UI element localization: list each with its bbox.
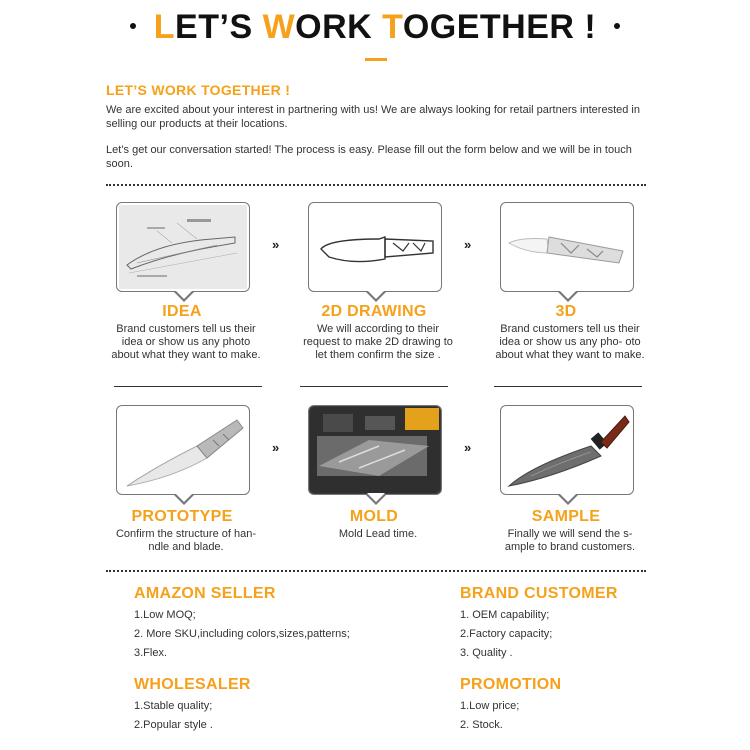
step-description: Finally we will send the s- ample to brand customers. (504, 528, 636, 553)
step-arrow-icon: » (464, 237, 472, 252)
title-underline (365, 58, 387, 61)
drawing-2d-image (308, 202, 442, 292)
intro-heading: LET’S WORK TOGETHER ! (106, 82, 291, 98)
idea-sketch-image (116, 202, 250, 292)
category-item: 1. OEM capability; (460, 609, 550, 621)
category-item: 2.Factory capacity; (460, 628, 553, 640)
title-rest: ET’S (175, 8, 263, 46)
step-description: Confirm the structure of han- ndle and blade. (115, 528, 256, 553)
step-title: PROTOTYPE (131, 508, 233, 525)
category-item: 2.Popular style . (134, 719, 213, 731)
step-description: We will according to their request to make 2D drawing to let them confirm the size . (303, 323, 453, 361)
category-title: PROMOTION (460, 676, 562, 693)
category-item: 3. Quality . (460, 647, 513, 659)
row-divider (494, 386, 642, 387)
bullet-dot-icon (614, 23, 620, 29)
step-title: 3D (555, 303, 577, 320)
title-rest: ORK (295, 8, 383, 46)
bullet-dot-icon (130, 23, 136, 29)
category-item: 3.Flex. (134, 647, 168, 659)
prototype-image (116, 405, 250, 495)
knife-3d-icon (501, 203, 633, 291)
chef-knife-icon (117, 406, 249, 494)
damascus-knife-icon (501, 406, 633, 494)
step-description: Brand customers tell us their idea or show us any photo about what they want to make. (111, 323, 261, 361)
intro-paragraph: Let’s get our conversation started! The process is easy. Please fill out the form below and we will be in touch soon. (106, 144, 632, 170)
step-arrow-icon: » (272, 440, 280, 455)
card-pointer (365, 494, 387, 505)
title-rest: OGETHER ! (402, 8, 597, 46)
card-pointer (173, 494, 195, 505)
title-accent-letter: L (153, 8, 176, 46)
category-item: 2. Stock. (460, 719, 503, 731)
title-part (263, 8, 383, 46)
category-item: 2. More SKU,including colors,sizes,patterns; (134, 628, 350, 640)
step-arrow-icon: » (464, 440, 472, 455)
category-title: AMAZON SELLER (134, 585, 276, 602)
card-pointer (365, 291, 387, 302)
machine-mold-icon (309, 406, 441, 494)
title-part (382, 8, 596, 46)
step-description: Mold Lead time. (338, 528, 418, 540)
category-item: 1.Low price; (460, 700, 520, 712)
step-description: Brand customers tell us their idea or show us any pho- oto about what they want to make. (495, 323, 645, 361)
dotted-divider (106, 184, 646, 186)
intro-paragraph: We are excited about your interest in partnering with us! We are always looking for retail partners interested in selling our products at their locations. (106, 104, 640, 130)
category-item: 1.Stable quality; (134, 700, 213, 712)
dotted-divider (106, 570, 646, 572)
card-pointer (557, 494, 579, 505)
sample-image (500, 405, 634, 495)
step-arrow-icon: » (272, 237, 280, 252)
step-title: 2D DRAWING (321, 303, 427, 320)
category-item: 1.Low MOQ; (134, 609, 196, 621)
step-title: MOLD (349, 508, 399, 525)
title-part (154, 8, 263, 46)
step-title: IDEA (162, 303, 202, 320)
title-accent-letter: T (382, 8, 403, 46)
mold-photo (308, 405, 442, 495)
sketch-drawing-icon (117, 203, 249, 291)
card-pointer (173, 291, 195, 302)
title-accent-letter: W (262, 8, 296, 46)
row-divider (114, 386, 262, 387)
knife-outline-icon (309, 203, 441, 291)
render-3d-image (500, 202, 634, 292)
row-divider (300, 386, 448, 387)
step-title: SAMPLE (531, 508, 601, 525)
category-title: BRAND CUSTOMER (460, 585, 618, 602)
card-pointer (557, 291, 579, 302)
category-title: WHOLESALER (134, 676, 251, 693)
page-title (0, 8, 750, 47)
